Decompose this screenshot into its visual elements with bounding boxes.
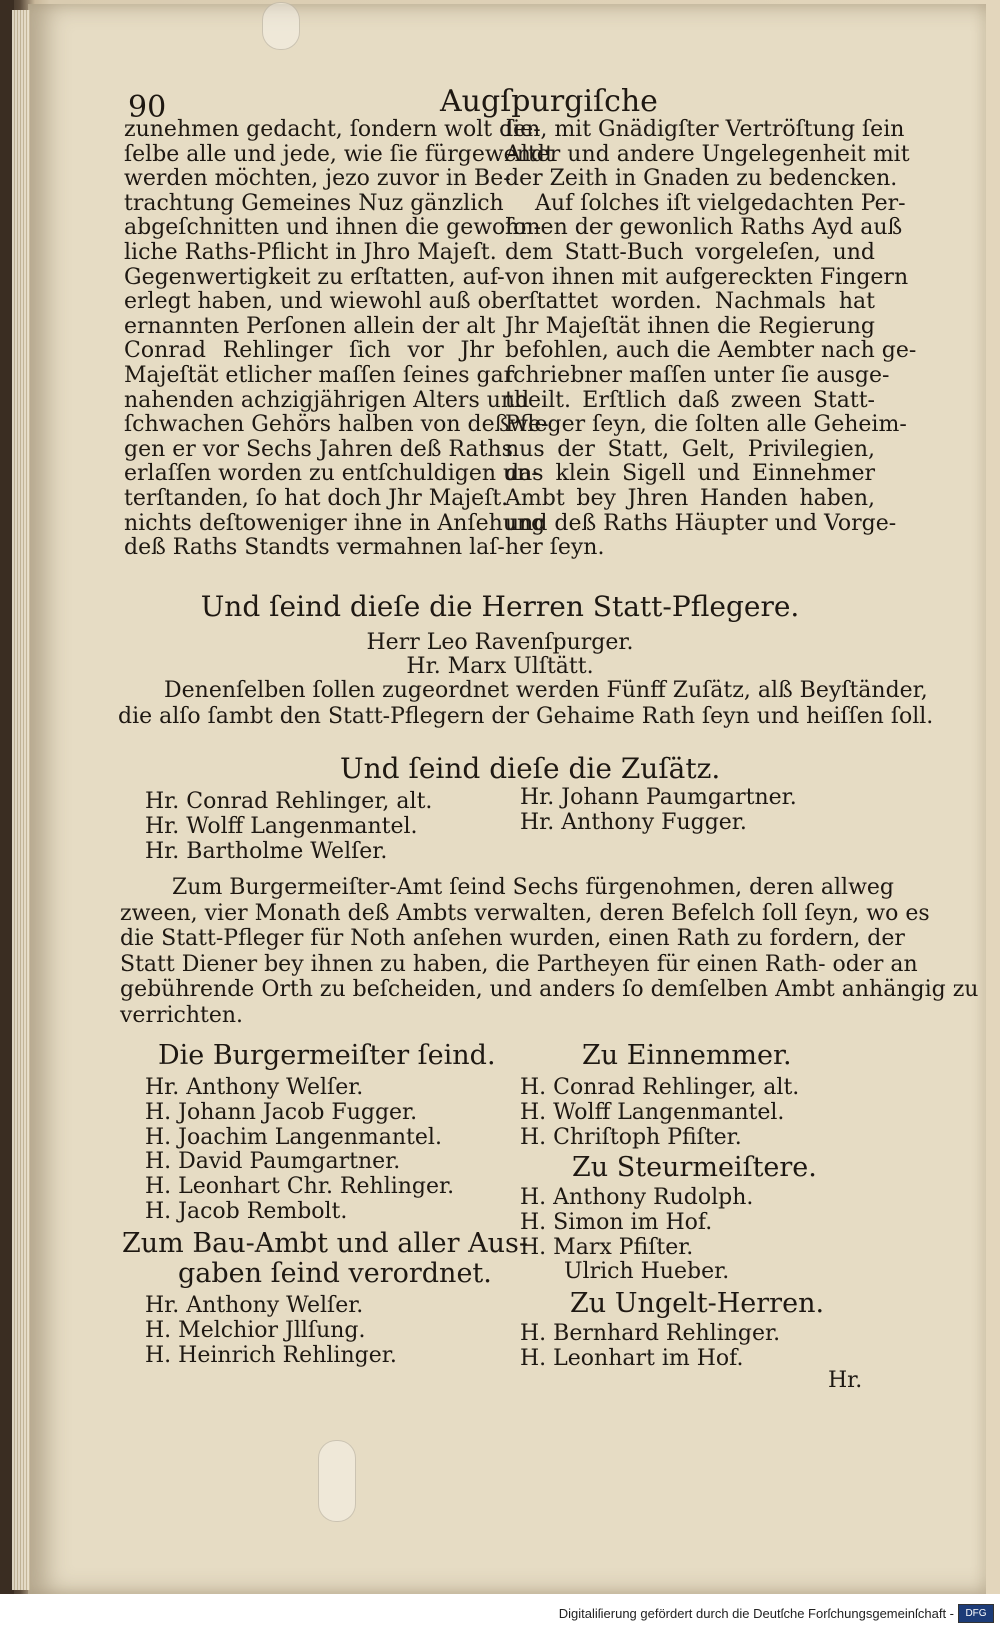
text-line: gebührende Orth zu beſcheiden, und anders ſo demſelben Ambt anhängig zu bbox=[120, 977, 979, 1002]
list-item: H. David Paumgartner. bbox=[145, 1149, 401, 1175]
text-line: nahenden achzigjährigen Alters und bbox=[124, 387, 530, 413]
list-item: H. Johann Jacob Fugger. bbox=[145, 1099, 418, 1125]
text-line: liche Raths-Pflicht in Jhro Majeſt. bbox=[124, 239, 497, 265]
text-line: der Zeith in Gnaden zu bedencken. bbox=[505, 166, 898, 192]
text-line: Auf ſolches iſt vielgedachten Per- bbox=[535, 190, 906, 216]
text-line: erlegt haben, und wiewohl auß ob- bbox=[124, 289, 513, 315]
text-line: erlaſſen worden zu entſchuldigen un- bbox=[124, 461, 539, 487]
list-item: H. Wolff Langenmantel. bbox=[520, 1099, 785, 1125]
heading-ungelt: Zu Ungelt-Herren. bbox=[570, 1288, 825, 1319]
list-item: Hr. Anthony Fugger. bbox=[520, 809, 747, 835]
text-line: werden möchten, jezo zuvor in Be- bbox=[124, 166, 511, 192]
list-item: H. Leonhart Chr. Rehlinger. bbox=[145, 1174, 455, 1200]
list-item: H. Bernhard Rehlinger. bbox=[520, 1321, 781, 1346]
text-line: Pfleger ſeyn, die ſolten alle Geheim- bbox=[505, 412, 907, 438]
text-line: das klein Sigell und Einnehmer bbox=[505, 461, 875, 487]
text-line: dem Statt-Buch vorgeleſen, und bbox=[505, 239, 875, 265]
einnemmer-list bbox=[520, 1076, 799, 1150]
stattpfleger-2: Hr. Marx Ulſtätt. bbox=[406, 654, 594, 679]
list-item: H. Jacob Rembolt. bbox=[145, 1198, 348, 1224]
binding-clip bbox=[262, 2, 300, 50]
list-item: H. Melchior Jllſung. bbox=[145, 1317, 366, 1343]
bauambt-list bbox=[145, 1294, 397, 1368]
text-line: die Statt-Pfleger für Noth anſehen wurden, einen Rath zu fordern, der bbox=[120, 926, 905, 951]
text-line: theilt. Erſtlich daß zween Statt- bbox=[505, 387, 875, 413]
catchword: Hr. bbox=[828, 1368, 863, 1393]
list-item: H. Marx Pfiſter. bbox=[520, 1234, 694, 1260]
text-line: befohlen, auch die Aembter nach ge- bbox=[505, 338, 917, 364]
text-line: Jhr Majeſtät ihnen die Regierung bbox=[505, 313, 875, 339]
binding-clip bbox=[318, 1440, 356, 1522]
heading-zusaetze: Und ſeind dieſe die Zuſätz. bbox=[340, 752, 721, 785]
list-item: Hr. Anthony Welſer. bbox=[145, 1075, 364, 1100]
text-line: terſtanden, ſo hat doch Jhr Majeſt. bbox=[124, 485, 509, 511]
text-line: abgeſchnitten und ihnen die gewohn- bbox=[124, 215, 542, 241]
right-column bbox=[505, 117, 917, 561]
text-line: ſelbe alle und jede, wie ſie fürgewendt bbox=[124, 141, 554, 167]
running-head: Augſpurgiſche bbox=[440, 84, 658, 119]
burgermeister-paragraph bbox=[120, 875, 979, 1028]
text-line: Zum Burgermeiſter-Amt ſeind Sechs fürgenohmen, deren allweg bbox=[172, 875, 895, 900]
page-number: 90 bbox=[128, 90, 167, 125]
zusaetze-list-right bbox=[520, 786, 797, 836]
dfg-logo: DFG bbox=[958, 1604, 994, 1623]
text-line: trachtung Gemeines Nuz gänzlich bbox=[124, 190, 504, 216]
text-line: Majeſtät etlicher maſſen ſeines gar bbox=[124, 362, 515, 388]
list-item: H. Simon im Hof. bbox=[520, 1209, 713, 1235]
heading-einnemmer: Zu Einnemmer. bbox=[582, 1040, 792, 1071]
list-item: H. Chriſtoph Pfiſter. bbox=[520, 1124, 742, 1150]
heading-stattpfleger: Und ſeind dieſe die Herren Statt-Pflegere. bbox=[200, 590, 800, 623]
text-line: deß Raths Standts vermahnen laſ- bbox=[124, 535, 505, 561]
ungelt-list bbox=[520, 1322, 780, 1372]
text-line: her ſeyn. bbox=[505, 535, 605, 561]
list-item: Hr. Johann Paumgartner. bbox=[520, 785, 797, 810]
text-line: Gegenwertigkeit zu erſtatten, auf- bbox=[124, 264, 505, 290]
text-line: und deß Raths Häupter und Vorge- bbox=[505, 510, 897, 536]
list-item: Hr. Anthony Welſer. bbox=[145, 1293, 364, 1318]
heading-burgermeister: Die Burgermeiſter ſeind. bbox=[158, 1040, 496, 1071]
text-line: ſen, mit Gnädigſter Vertröſtung ſein bbox=[505, 117, 905, 142]
text-line: ſchriebner maſſen unter ſie ausge- bbox=[505, 362, 890, 388]
text-line: Alter und andere Ungelegenheit mit bbox=[505, 141, 910, 167]
list-item: Hr. Conrad Rehlinger, alt. bbox=[145, 789, 433, 814]
text-line: erſtattet worden. Nachmals hat bbox=[505, 289, 875, 315]
heading-bauambt-line1: Zum Bau-Ambt und aller Aus- bbox=[122, 1228, 528, 1259]
text-line: Conrad Rehlinger ſich vor Jhr bbox=[124, 338, 494, 364]
text-line: ſchwachen Gehörs halben von deßwe- bbox=[124, 412, 549, 438]
list-item: H. Leonhart im Hof. bbox=[520, 1345, 744, 1371]
list-item: Hr. Bartholme Welſer. bbox=[145, 838, 388, 864]
burgermeister-list bbox=[145, 1076, 454, 1225]
text-line: zween, vier Monath deß Ambts verwalten, deren Befelch ſoll ſeyn, wo es bbox=[120, 900, 930, 926]
zusaetze-paragraph bbox=[118, 678, 934, 729]
text-line: nus der Statt, Gelt, Privilegien, bbox=[505, 436, 875, 462]
text-line: Statt Diener bey ihnen zu haben, die Partheyen für einen Rath- oder an bbox=[120, 951, 918, 977]
left-column bbox=[124, 117, 554, 561]
list-item: Ulrich Hueber. bbox=[564, 1259, 730, 1285]
zusaetze-list-left bbox=[145, 790, 432, 864]
heading-bauambt-line2: gaben ſeind verordnet. bbox=[178, 1258, 492, 1289]
text-line: nichts deſtoweniger ihne in Anſehung bbox=[124, 510, 546, 536]
page-edges bbox=[12, 10, 30, 1590]
stattpfleger-1: Herr Leo Ravenſpurger. bbox=[366, 630, 634, 655]
list-item: Hr. Wolff Langenmantel. bbox=[145, 813, 418, 839]
list-item: H. Anthony Rudolph. bbox=[520, 1185, 754, 1210]
steurmeister-list bbox=[520, 1186, 753, 1285]
text-line: Ambt bey Jhren Handen haben, bbox=[505, 485, 875, 511]
text-line: von ihnen mit aufgereckten Fingern bbox=[505, 264, 909, 290]
heading-steurmeister: Zu Steurmeiſtere. bbox=[572, 1152, 817, 1183]
text-line: Denenſelben ſollen zugeordnet werden Fünff Zuſätz, alß Beyſtänder, bbox=[164, 678, 928, 703]
list-item: H. Heinrich Rehlinger. bbox=[145, 1342, 397, 1368]
text-line: gen er vor Sechs Jahren deß Raths bbox=[124, 436, 513, 462]
list-item: H. Conrad Rehlinger, alt. bbox=[520, 1075, 800, 1100]
text-line: ſonen der gewonlich Raths Ayd auß bbox=[505, 215, 903, 241]
list-item: H. Joachim Langenmantel. bbox=[145, 1124, 442, 1150]
text-line: verrichten. bbox=[120, 1002, 244, 1028]
text-line: die alſo ſambt den Statt-Pflegern der Gehaime Rath ſeyn und heiſſen ſoll. bbox=[118, 703, 934, 729]
footer-credit: Digitaliſierung gefördert durch die Deutſche Forſchungsgemeinſchaft - bbox=[558, 1606, 954, 1621]
text-line: zunehmen gedacht, ſondern wolt die- bbox=[124, 117, 541, 142]
text-line: ernannten Perſonen allein der alt bbox=[124, 313, 496, 339]
